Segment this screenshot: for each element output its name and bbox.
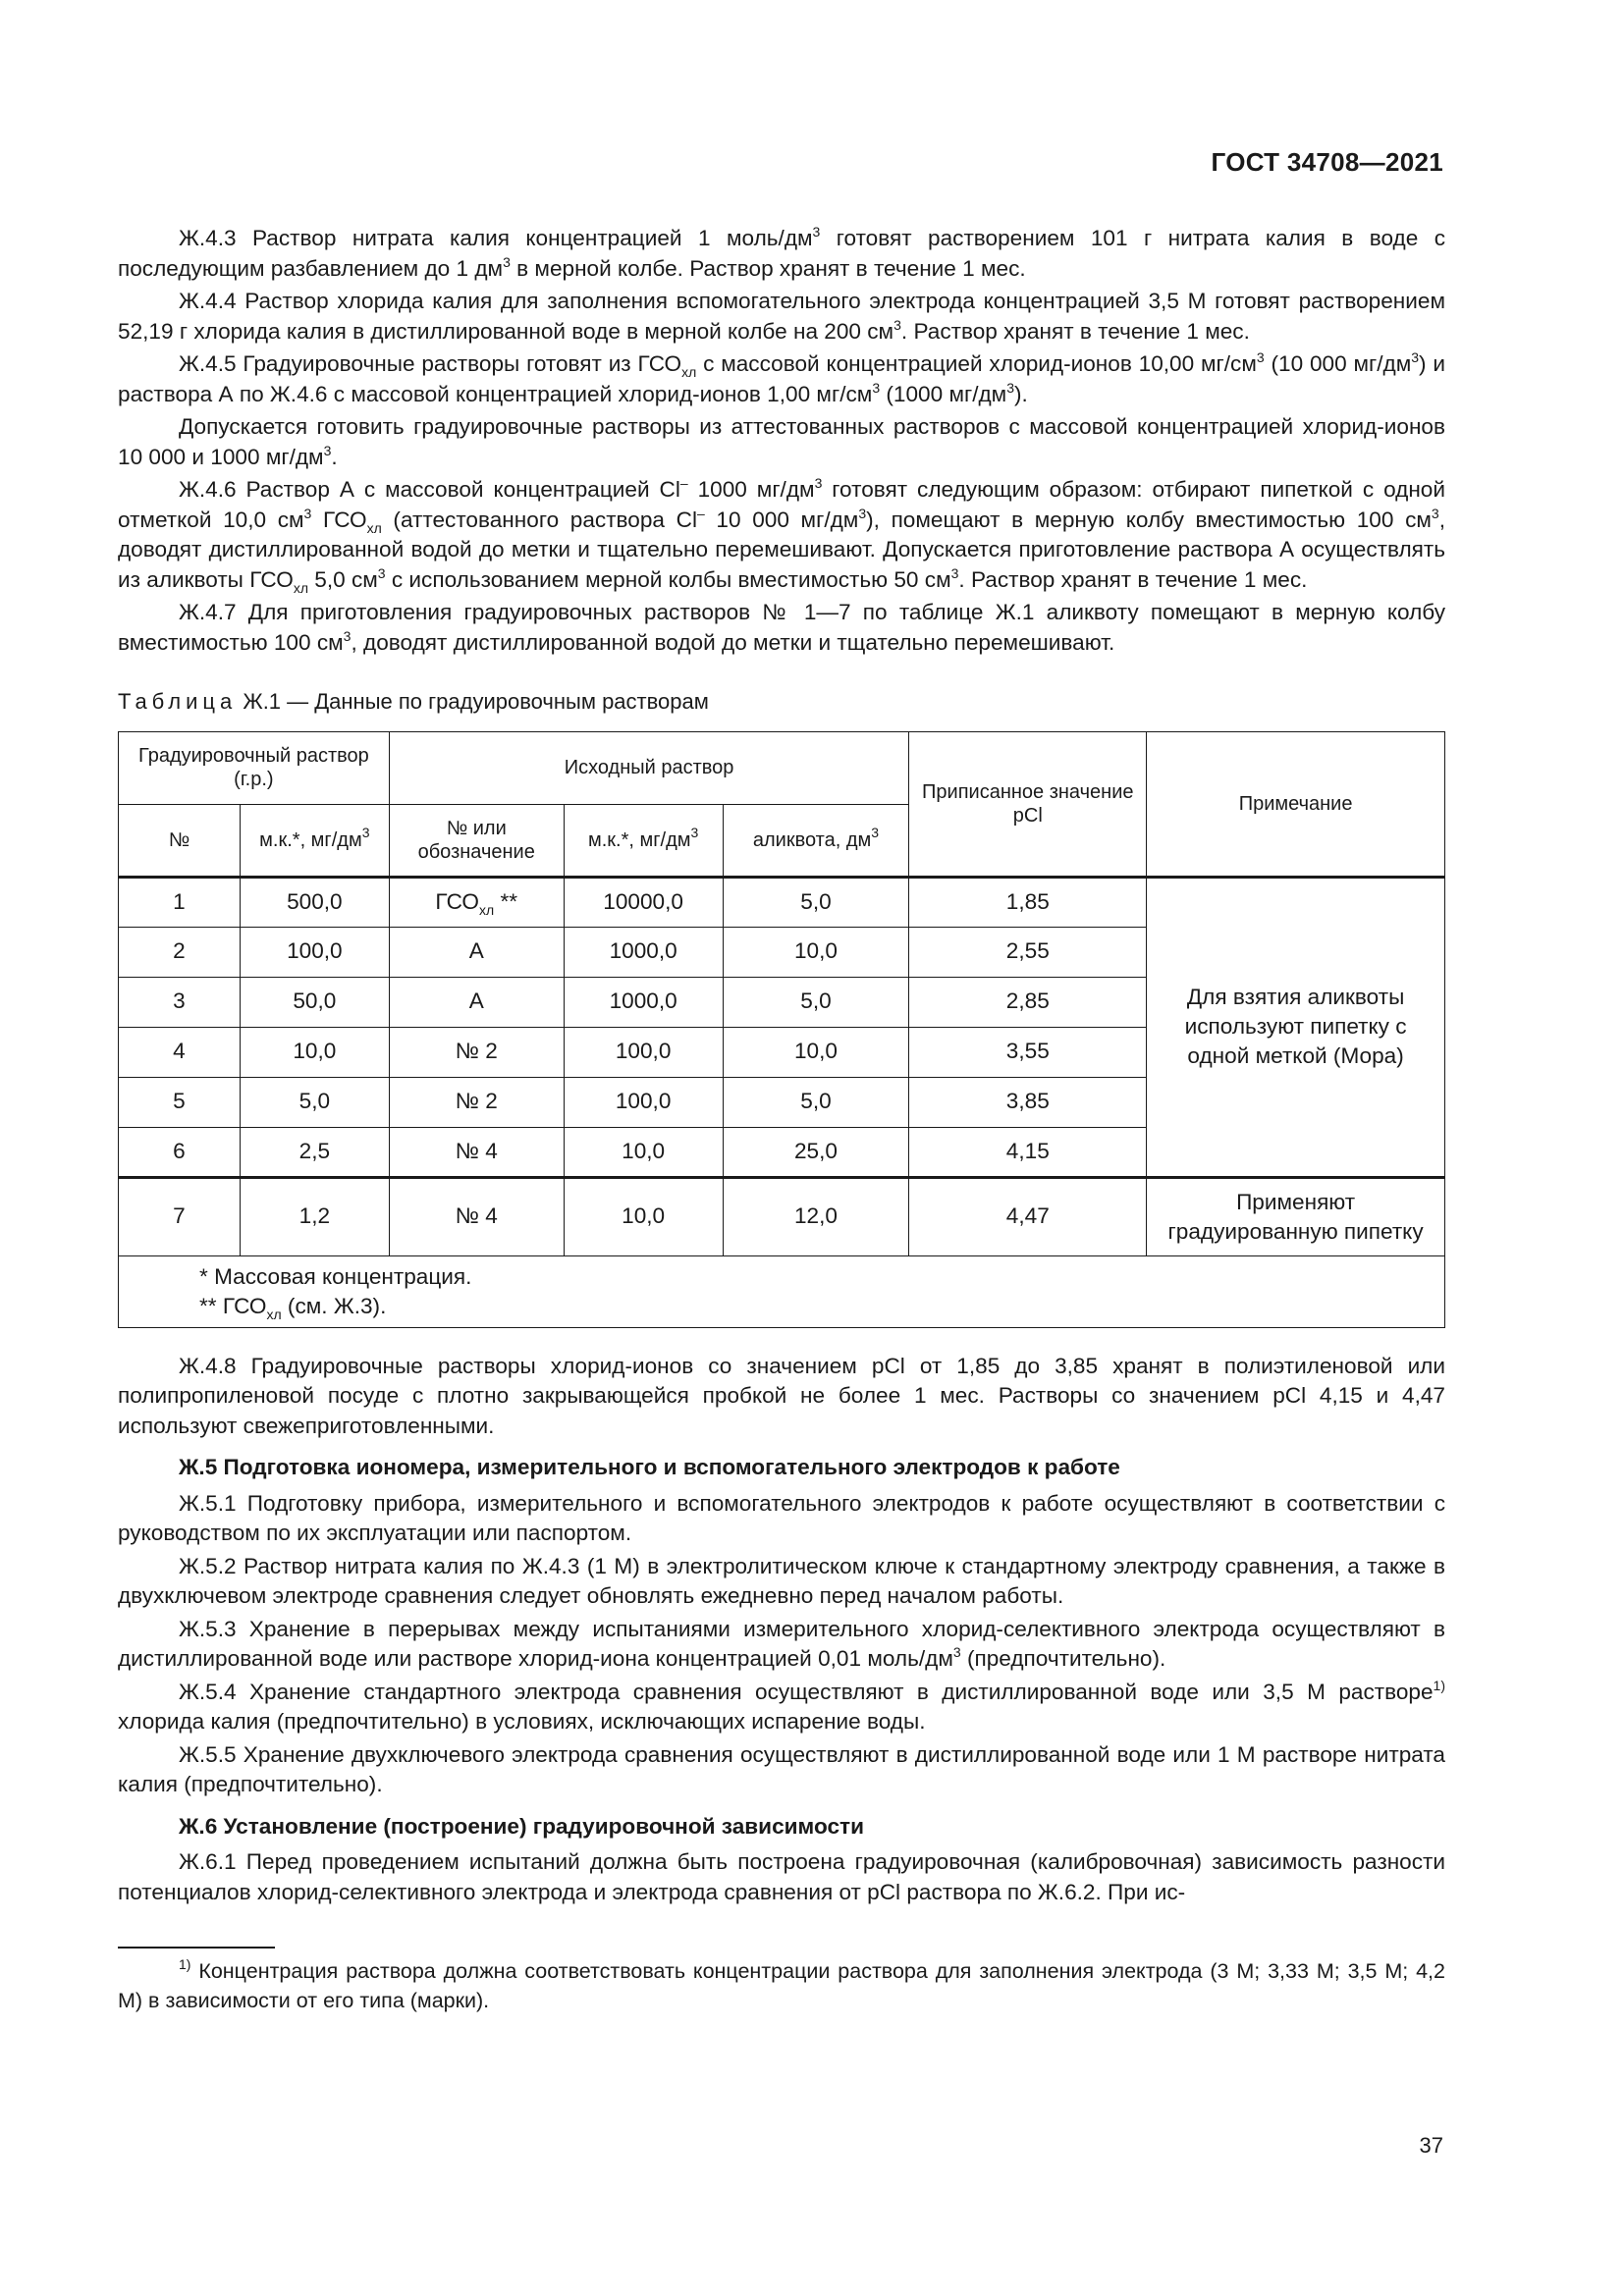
cell-mass-conc: 1,2	[240, 1177, 389, 1255]
table-footnote-2: ** $ГСО_{хл}$ (см. Ж.3).	[199, 1293, 387, 1322]
header-grad-solution: Градуировочный раствор (г.р.)	[119, 731, 390, 804]
cell-source-mass-conc: 10,0	[564, 1177, 723, 1255]
paragraph-zh-5-2: Ж.5.2 Раствор нитрата калия по Ж.4.3 (1 М) в электролитическом ключе к стандартному электроду сравнения, а также в двухключевом электроде сравнения следует обновлять ежедневно перед началом работы.	[118, 1553, 1445, 1608]
cell-pcl: 4,15	[909, 1127, 1147, 1177]
paragraph-permitted: Допускается готовить градуировочные растворы из аттестованных растворов с массовой концентрацией хлорид-ионов 10 000 и 1000 $мг/дм^3$.	[118, 414, 1445, 469]
cell-source: № 2	[389, 1027, 564, 1077]
cell-source-mass-conc: 100,0	[564, 1027, 723, 1077]
cell-source: А	[389, 927, 564, 977]
cell-source-mass-conc: 100,0	[564, 1077, 723, 1127]
footnote-divider	[118, 1947, 275, 1949]
cell-source: № 2	[389, 1077, 564, 1127]
footnote: $^{1)}$ Концентрация раствора должна соответствовать концентрации раствора для заполнения электрода (3 М; 3,33 М; 3,5 М; 4,2 М) в зависимости от его типа (марки).	[118, 1956, 1445, 2012]
cell-number: 7	[119, 1177, 241, 1255]
cell-source: № 4	[389, 1127, 564, 1177]
table-row	[119, 877, 1445, 927]
cell-aliquot: 10,0	[723, 927, 909, 977]
cell-number: 3	[119, 977, 241, 1027]
cell-source-mass-conc: 1000,0	[564, 927, 723, 977]
table-footnotes	[119, 1255, 1445, 1327]
cell-pcl: 2,85	[909, 977, 1147, 1027]
paragraph-zh-5-3: Ж.5.3 Хранение в перерывах между испытаниями измерительного хлорид-селективного электрода осуществляют в дистиллированной воде или растворе хлорид-иона концентрацией 0,01 моль/$дм^3$ (предпочтительно).	[118, 1616, 1445, 1671]
cell-number: 1	[119, 877, 241, 927]
paragraph-zh-4-6: Ж.4.6 Раствор А с массовой концентрацией Cl– 1000 $мг/дм^3$ готовят следующим образом: отбирают пипеткой с одной отметкой 10,0 $см^3$ $ГСО_{хл}$ (аттестованного раствора Cl– 10 000 $мг/дм^3$), помещают в мерную колбу вместимостью 100 $см^3$, доводят дистиллированной водой до метки и тщательно перемешивают. Допускается приготовление раствора А осуществлять из аликвоты $ГСО_{хл}$ 5,0 $см^3$ с использованием мерной колбы вместимостью 50 $см^3$. Раствор хранят в течение 1 мес.	[118, 475, 1445, 596]
header-source-id: № или обозначение	[389, 804, 564, 877]
header-mass-conc: м.к.*, $мг/дм^3$	[240, 804, 389, 877]
table-caption: Таблица Ж.1 — Данные по градуировочным растворам	[118, 689, 709, 714]
cell-number: 4	[119, 1027, 241, 1077]
cell-aliquot: 25,0	[723, 1127, 909, 1177]
cell-source: А	[389, 977, 564, 1027]
header-aliquot: аликвота, $дм^3$	[723, 804, 909, 877]
table-footnote-1: * Массовая концентрация.	[199, 1263, 472, 1289]
cell-mass-conc: 500,0	[240, 877, 389, 927]
cell-note-rows-1-6: Для взятия аликвоты используют пипетку с одной меткой (Мора)	[1147, 877, 1445, 1177]
paragraph-zh-4-8: Ж.4.8 Градуировочные растворы хлорид-ионов со значением pCl от 1,85 до 3,85 хранят в полиэтиленовой или полипропиленовой посуде с плотно закрывающейся пробкой не более 1 мес. Растворы со значением pCl 4,15 и 4,47 используют свежеприготовленными.	[118, 1353, 1445, 1438]
paragraph-zh-6-1: Ж.6.1 Перед проведением испытаний должна быть построена градуировочная (калибровочная) зависимость разности потенциалов хлорид-селективного электрода и электрода сравнения от pCl раствора по Ж.6.2. При ис-	[118, 1849, 1445, 1904]
cell-number: 2	[119, 927, 241, 977]
cell-pcl: 2,55	[909, 927, 1147, 977]
cell-pcl: 3,85	[909, 1077, 1147, 1127]
header-source-solution: Исходный раствор	[389, 731, 909, 804]
paragraph-zh-5-5: Ж.5.5 Хранение двухключевого электрода сравнения осуществляют в дистиллированной воде или 1 М растворе нитрата калия (предпочтительно).	[118, 1741, 1445, 1796]
cell-source-mass-conc: 10000,0	[564, 877, 723, 927]
cell-aliquot: 5,0	[723, 1077, 909, 1127]
cell-number: 6	[119, 1127, 241, 1177]
cell-source: $ГСО_{хл}$ **	[389, 877, 564, 927]
cell-mass-conc: 10,0	[240, 1027, 389, 1077]
cell-pcl: 1,85	[909, 877, 1147, 927]
cell-number: 5	[119, 1077, 241, 1127]
calibration-table	[118, 731, 1445, 1328]
paragraph-zh-4-7: Ж.4.7 Для приготовления градуировочных растворов № 1—7 по таблице Ж.1 аликвоту помещают в мерную колбу вместимостью 100 $см^3$, доводят дистиллированной водой до метки и тщательно перемешивают.	[118, 600, 1445, 655]
paragraph-zh-4-3: Ж.4.3 Раствор нитрата калия концентрацией 1 моль/$дм^3$ готовят растворением 101 г нитрата калия в воде с последующим разбавлением до 1 $дм^3$ в мерной колбе. Раствор хранят в течение 1 мес.	[118, 224, 1445, 281]
cell-source: № 4	[389, 1177, 564, 1255]
page-number: 37	[1419, 2133, 1443, 2158]
paragraph-zh-5-1: Ж.5.1 Подготовку прибора, измерительного и вспомогательного электродов к работе осуществляют в соответствии с руководством по их эксплуатации или паспортом.	[118, 1490, 1445, 1545]
cell-aliquot: 5,0	[723, 877, 909, 927]
cell-pcl: 3,55	[909, 1027, 1147, 1077]
cell-source-mass-conc: 1000,0	[564, 977, 723, 1027]
cell-mass-conc: 50,0	[240, 977, 389, 1027]
cell-aliquot: 12,0	[723, 1177, 909, 1255]
section-heading-zh-6: Ж.6 Установление (построение) градуировочной зависимости	[179, 1813, 864, 1839]
header-note: Примечание	[1147, 731, 1445, 877]
cell-aliquot: 5,0	[723, 977, 909, 1027]
paragraph-zh-5-4: Ж.5.4 Хранение стандартного электрода сравнения осуществляют в дистиллированной воде или 3,5 М растворе$^{1)}$ хлорида калия (предпочтительно) в условиях, исключающих испарение воды.	[118, 1677, 1445, 1734]
cell-mass-conc: 2,5	[240, 1127, 389, 1177]
table-row	[119, 1177, 1445, 1255]
paragraph-zh-4-5: Ж.4.5 Градуировочные растворы готовят из $ГСО_{хл}$ с массовой концентрацией хлорид-ионов 10,00 $мг/см^3$ (10 000 $мг/дм^3$) и раствора А по Ж.4.6 с массовой концентрацией хлорид-ионов 1,00 $мг/см^3$ (1000 $мг/дм^3$).	[118, 349, 1445, 406]
cell-aliquot: 10,0	[723, 1027, 909, 1077]
paragraph-zh-4-4: Ж.4.4 Раствор хлорида калия для заполнения вспомогательного электрода концентрацией 3,5 М готовят растворением 52,19 г хлорида калия в дистиллированной воде в мерной колбе на 200 $см^3$. Раствор хранят в течение 1 мес.	[118, 289, 1445, 344]
section-heading-zh-5: Ж.5 Подготовка иономера, измерительного и вспомогательного электродов к работе	[179, 1455, 1120, 1479]
header-source-mass-conc: м.к.*, $мг/дм^3$	[564, 804, 723, 877]
cell-mass-conc: 5,0	[240, 1077, 389, 1127]
body-text	[118, 224, 1445, 2018]
cell-note-row-7: Применяют градуированную пипетку	[1147, 1177, 1445, 1255]
header-number: №	[119, 804, 241, 877]
cell-pcl: 4,47	[909, 1177, 1147, 1255]
cell-mass-conc: 100,0	[240, 927, 389, 977]
header-assigned-pcl: Приписанное значение pCl	[909, 731, 1147, 877]
document-code: ГОСТ 34708—2021	[1211, 147, 1443, 177]
cell-source-mass-conc: 10,0	[564, 1127, 723, 1177]
